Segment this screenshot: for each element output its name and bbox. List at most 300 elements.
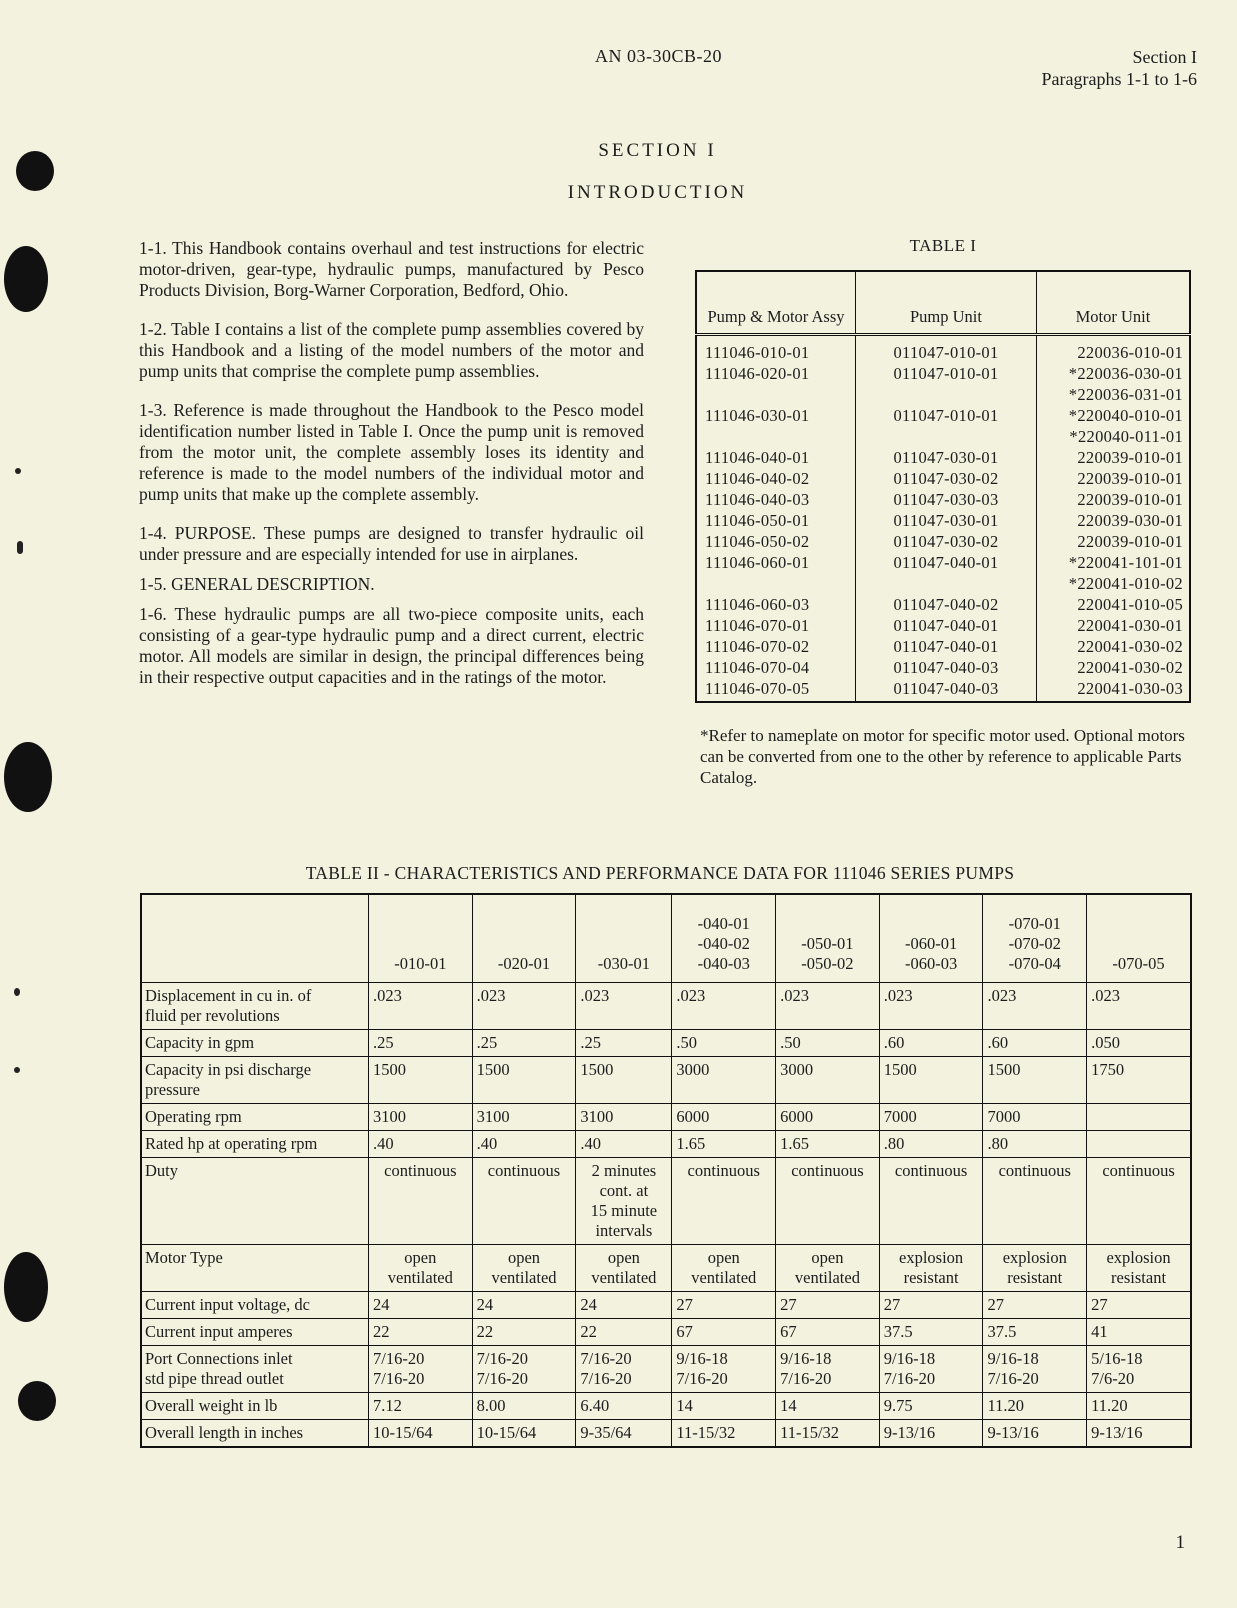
table2-cell bbox=[576, 983, 672, 1030]
table2-cell bbox=[776, 1158, 880, 1245]
chapter-title: INTRODUCTION bbox=[567, 182, 748, 203]
table2-column-header bbox=[369, 894, 473, 983]
table2-cell bbox=[983, 1030, 1087, 1057]
cell-line: 7/16-20 bbox=[476, 1369, 529, 1388]
cell-line: .023 bbox=[987, 986, 1017, 1005]
table1-footnote: *Refer to nameplate on motor for specific motor used. Optional motors can be converted from one to the other by reference to applicable Parts Catalog. bbox=[700, 726, 1185, 787]
table2-cell bbox=[576, 1131, 672, 1158]
table2-cell bbox=[472, 983, 576, 1030]
table2-cell bbox=[472, 1393, 576, 1420]
table1-cell: 111046-070-02 bbox=[696, 636, 856, 657]
cell-line: .50 bbox=[676, 1033, 698, 1052]
cell-line: Operating rpm bbox=[145, 1107, 242, 1126]
table2-row bbox=[141, 1245, 1191, 1292]
cell-line: -060-01 bbox=[904, 934, 958, 953]
table1-cell: 111046-010-01 bbox=[696, 335, 856, 364]
cell-line: 10-15/64 bbox=[476, 1423, 537, 1442]
cell-line: intervals bbox=[595, 1221, 653, 1240]
table1-cell: 111046-050-02 bbox=[696, 531, 856, 552]
table2-row-label bbox=[141, 1292, 369, 1319]
table2-row-label bbox=[141, 1131, 369, 1158]
table2-cell bbox=[369, 1057, 473, 1104]
table1-cell: 220041-030-02 bbox=[1037, 636, 1191, 657]
cell-line: 3000 bbox=[676, 1060, 710, 1079]
cell-line: ventilated bbox=[591, 1268, 657, 1287]
table2-cell bbox=[472, 1158, 576, 1245]
cell-line: -020-01 bbox=[497, 954, 551, 973]
table2-cell bbox=[1087, 1030, 1191, 1057]
table2-cell bbox=[1087, 1292, 1191, 1319]
cell-line: .023 bbox=[780, 986, 809, 1005]
table2-cell bbox=[776, 1057, 880, 1104]
table1-cell: 011047-030-03 bbox=[856, 489, 1037, 510]
table2-cell bbox=[672, 1245, 776, 1292]
table2-cell bbox=[576, 1245, 672, 1292]
table1-cell: 011047-040-03 bbox=[856, 678, 1037, 702]
table1-row bbox=[696, 531, 1190, 552]
cell-line: 7/6-20 bbox=[1091, 1369, 1135, 1388]
table1-cell: 220039-010-01 bbox=[1037, 468, 1191, 489]
table2-cell bbox=[472, 1292, 576, 1319]
table1-cell: 220041-030-03 bbox=[1037, 678, 1191, 702]
cell-line: Current input voltage, dc bbox=[145, 1295, 310, 1314]
table2-cell bbox=[672, 1158, 776, 1245]
cell-line: 22 bbox=[373, 1322, 390, 1341]
table2-row bbox=[141, 1420, 1191, 1448]
binder-hole bbox=[4, 246, 48, 312]
margin-mark bbox=[15, 468, 21, 474]
table1-cell: 220041-030-02 bbox=[1037, 657, 1191, 678]
cell-line: .023 bbox=[676, 986, 706, 1005]
table2-row bbox=[141, 1158, 1191, 1245]
section-reference bbox=[1042, 46, 1197, 90]
cell-line: -010-01 bbox=[394, 954, 447, 973]
table2-row bbox=[141, 1346, 1191, 1393]
table2-cell bbox=[472, 1245, 576, 1292]
paragraph-1-5: 1-5. GENERAL DESCRIPTION. bbox=[139, 574, 375, 594]
table2-cell bbox=[1087, 1104, 1191, 1131]
cell-line: 1500 bbox=[580, 1060, 614, 1079]
table2-cell bbox=[776, 1393, 880, 1420]
table1-cell: 011047-040-01 bbox=[856, 552, 1037, 573]
cell-line: .050 bbox=[1091, 1033, 1120, 1052]
cell-line: 14 bbox=[780, 1396, 797, 1415]
table1-caption: TABLE I bbox=[909, 236, 977, 255]
table1-cell: 011047-030-01 bbox=[856, 447, 1037, 468]
cell-line: 22 bbox=[580, 1322, 597, 1341]
table2-cell bbox=[576, 1104, 672, 1131]
cell-line: ventilated bbox=[794, 1268, 860, 1287]
cell-line: pressure bbox=[145, 1080, 200, 1099]
cell-line: 7/16-20 bbox=[580, 1369, 632, 1388]
table2-cell bbox=[672, 1393, 776, 1420]
cell-line: 11.20 bbox=[987, 1396, 1024, 1415]
table1-row bbox=[696, 636, 1190, 657]
cell-line: .25 bbox=[373, 1033, 394, 1052]
table2-cell bbox=[879, 1104, 983, 1131]
table1-row bbox=[696, 426, 1190, 447]
table2-row bbox=[141, 1057, 1191, 1104]
table1-cell: 011047-010-01 bbox=[856, 363, 1037, 384]
table1-cell: 011047-040-01 bbox=[856, 636, 1037, 657]
cell-line: Current input amperes bbox=[145, 1322, 293, 1341]
cell-line: continuous bbox=[1102, 1161, 1175, 1180]
table2-row-label bbox=[141, 983, 369, 1030]
cell-line: -070-02 bbox=[1008, 934, 1061, 953]
table1-row bbox=[696, 552, 1190, 573]
table1-cell: 111046-030-01 bbox=[696, 405, 856, 426]
cell-line: 11.20 bbox=[1091, 1396, 1128, 1415]
cell-line: continuous bbox=[894, 1161, 968, 1180]
cell-line: ventilated bbox=[691, 1268, 757, 1287]
cell-line: Overall weight in lb bbox=[145, 1396, 278, 1415]
cell-line: 7/16-20 bbox=[987, 1369, 1039, 1388]
table1-header-cell: Pump Unit bbox=[856, 271, 1037, 335]
table1-cell: 011047-010-01 bbox=[856, 335, 1037, 364]
cell-line: Capacity in psi discharge bbox=[145, 1060, 312, 1079]
table1-body bbox=[696, 335, 1190, 703]
cell-line: continuous bbox=[998, 1161, 1071, 1180]
table1-cell: 011047-040-01 bbox=[856, 615, 1037, 636]
table2-column-header bbox=[879, 894, 983, 983]
table1-cell: 220036-010-01 bbox=[1037, 335, 1191, 364]
table2-cell bbox=[672, 1057, 776, 1104]
table2-cell bbox=[672, 1420, 776, 1448]
cell-line: .023 bbox=[476, 986, 506, 1005]
table2-cell bbox=[776, 983, 880, 1030]
paragraph-1-1: 1-1. This Handbook contains overhaul and test instructions for electric motor-driven, gear-type, hydraulic pumps, manufactured by Pesco Products Division, Borg-Warner Corporation, Bedford, Ohio. bbox=[139, 238, 644, 300]
table2-cell bbox=[879, 1245, 983, 1292]
table1-cell: 111046-070-04 bbox=[696, 657, 856, 678]
cell-line: 1.65 bbox=[676, 1134, 706, 1153]
cell-line: 7/16-20 bbox=[780, 1369, 832, 1388]
cell-line: 27 bbox=[1091, 1295, 1108, 1314]
cell-line: -050-02 bbox=[801, 954, 854, 973]
table2-cell bbox=[776, 1104, 880, 1131]
cell-line: 9-13/16 bbox=[883, 1423, 936, 1442]
table1-cell bbox=[856, 384, 1037, 405]
table1-cell: *220040-011-01 bbox=[1037, 426, 1191, 447]
table1-row bbox=[696, 363, 1190, 384]
margin-mark bbox=[17, 541, 23, 554]
table1-cell: 111046-040-03 bbox=[696, 489, 856, 510]
cell-line: .25 bbox=[476, 1033, 498, 1052]
table2-cell bbox=[983, 1131, 1087, 1158]
table2-row-label bbox=[141, 1158, 369, 1245]
table2-cell bbox=[1087, 1245, 1191, 1292]
cell-line: .60 bbox=[987, 1033, 1009, 1052]
cell-line: 1.65 bbox=[780, 1134, 809, 1153]
table2-cell bbox=[472, 1420, 576, 1448]
cell-line: 14 bbox=[676, 1396, 693, 1415]
table2-cell bbox=[369, 1292, 473, 1319]
cell-line: ventilated bbox=[387, 1268, 453, 1287]
cell-line: 9-13/16 bbox=[987, 1423, 1039, 1442]
cell-line: 27 bbox=[676, 1295, 693, 1314]
table1-cell: 220039-010-01 bbox=[1037, 447, 1191, 468]
table1-cell: *220041-010-02 bbox=[1037, 573, 1191, 594]
table2-cell bbox=[983, 1420, 1087, 1448]
table2-cell bbox=[672, 1104, 776, 1131]
paragraph-1-6: 1-6. These hydraulic pumps are all two-piece composite units, each consisting of a gear-type hydraulic pump and a direct current, electric motor. All models are similar in design, the principal differences being in their respective output capacities and in the ratings of the motor. bbox=[139, 604, 644, 687]
table2-cell bbox=[879, 1131, 983, 1158]
table2-cell bbox=[369, 983, 473, 1030]
table1-cell bbox=[856, 426, 1037, 447]
table1-cell bbox=[856, 573, 1037, 594]
table1-row bbox=[696, 447, 1190, 468]
cell-line: 7.12 bbox=[373, 1396, 402, 1415]
table2-cell bbox=[369, 1393, 473, 1420]
cell-line: Motor Type bbox=[145, 1248, 223, 1267]
table2-cell bbox=[576, 1346, 672, 1393]
table1-cell: 111046-060-01 bbox=[696, 552, 856, 573]
table2-cell bbox=[776, 1319, 880, 1346]
table2-row-label bbox=[141, 1346, 369, 1393]
cell-line: 15 minute bbox=[590, 1201, 658, 1220]
table2-cell bbox=[369, 1131, 473, 1158]
table2-cell bbox=[879, 1030, 983, 1057]
table1-cell: 011047-040-03 bbox=[856, 657, 1037, 678]
table2-cell bbox=[983, 1057, 1087, 1104]
table2-cell bbox=[1087, 1319, 1191, 1346]
cell-line: 3100 bbox=[373, 1107, 406, 1126]
margin-mark bbox=[14, 988, 20, 996]
table2-cell bbox=[576, 1057, 672, 1104]
cell-line: open bbox=[607, 1248, 640, 1267]
table1-cell: 220041-030-01 bbox=[1037, 615, 1191, 636]
cell-line: 1500 bbox=[987, 1060, 1021, 1079]
cell-line: -040-01 bbox=[697, 914, 750, 933]
table2-column-header bbox=[672, 894, 776, 983]
table2-row-label bbox=[141, 1393, 369, 1420]
cell-line: 11-15/32 bbox=[780, 1423, 840, 1442]
cell-line: 7/16-20 bbox=[580, 1349, 632, 1368]
cell-line: 7/16-20 bbox=[373, 1369, 425, 1388]
table2-cell bbox=[369, 1245, 473, 1292]
cell-line: Port Connections inlet bbox=[145, 1349, 293, 1368]
cell-line: 1500 bbox=[373, 1060, 406, 1079]
table2-row bbox=[141, 1131, 1191, 1158]
table2-cell bbox=[1087, 1393, 1191, 1420]
table2-cell bbox=[776, 1245, 880, 1292]
table2-body bbox=[141, 983, 1191, 1448]
table2-cell bbox=[1087, 1346, 1191, 1393]
table2-cell bbox=[369, 1030, 473, 1057]
table2-cell bbox=[879, 1319, 983, 1346]
cell-line: Displacement in cu in. of bbox=[145, 986, 312, 1005]
cell-line: 7/16-20 bbox=[476, 1349, 529, 1368]
table2-cell bbox=[1087, 1420, 1191, 1448]
table2-cell bbox=[983, 1104, 1087, 1131]
cell-line: .50 bbox=[780, 1033, 801, 1052]
cell-line: 9/16-18 bbox=[780, 1349, 832, 1368]
table2-row-label bbox=[141, 1245, 369, 1292]
table2-row bbox=[141, 983, 1191, 1030]
cell-line: 24 bbox=[580, 1295, 597, 1314]
table2-row-label bbox=[141, 1030, 369, 1057]
cell-line: continuous bbox=[487, 1161, 561, 1180]
table2-cell bbox=[472, 1131, 576, 1158]
cell-line: -030-01 bbox=[597, 954, 650, 973]
table1-cell: 011047-010-01 bbox=[856, 405, 1037, 426]
table1-header-row bbox=[696, 271, 1190, 335]
table2-cell bbox=[879, 1057, 983, 1104]
table2-row bbox=[141, 1319, 1191, 1346]
cell-line: 9.75 bbox=[883, 1396, 913, 1415]
table2-cell bbox=[672, 1346, 776, 1393]
cell-line: 37.5 bbox=[987, 1322, 1017, 1341]
cell-line: 3000 bbox=[780, 1060, 814, 1079]
table1-cell: 111046-050-01 bbox=[696, 510, 856, 531]
table2-cell bbox=[576, 1158, 672, 1245]
table2-cell bbox=[672, 1030, 776, 1057]
table1-row bbox=[696, 405, 1190, 426]
table1-cell: 220041-010-05 bbox=[1037, 594, 1191, 615]
table2-column-header bbox=[1087, 894, 1191, 983]
cell-line: .25 bbox=[580, 1033, 601, 1052]
table1-row bbox=[696, 510, 1190, 531]
cell-line: -070-01 bbox=[1008, 914, 1061, 933]
table2-column-header bbox=[576, 894, 672, 983]
cell-line: 37.5 bbox=[883, 1322, 913, 1341]
table2-cell bbox=[369, 1420, 473, 1448]
table1-cell: 111046-040-02 bbox=[696, 468, 856, 489]
table1-cell: *220040-010-01 bbox=[1037, 405, 1191, 426]
cell-line: 10-15/64 bbox=[373, 1423, 433, 1442]
cell-line: 41 bbox=[1091, 1322, 1108, 1341]
binder-hole bbox=[4, 1252, 48, 1322]
table2-cell bbox=[1087, 1158, 1191, 1245]
table2-column-header bbox=[776, 894, 880, 983]
table2-cell bbox=[672, 983, 776, 1030]
table2-cell bbox=[472, 1057, 576, 1104]
cell-line: explosion bbox=[899, 1248, 964, 1267]
cell-line: 7/16-20 bbox=[883, 1369, 936, 1388]
cell-line: open bbox=[507, 1248, 541, 1267]
cell-line: 27 bbox=[883, 1295, 901, 1314]
table1-row bbox=[696, 657, 1190, 678]
table2-cell bbox=[983, 1393, 1087, 1420]
table2-cell bbox=[576, 1393, 672, 1420]
cell-line: resistant bbox=[1111, 1268, 1167, 1287]
cell-line: -060-03 bbox=[904, 954, 958, 973]
table2-cell bbox=[879, 1420, 983, 1448]
binder-hole bbox=[18, 1381, 56, 1421]
cell-line: .40 bbox=[476, 1134, 498, 1153]
table2-cell bbox=[776, 1346, 880, 1393]
section-title: SECTION I bbox=[598, 140, 717, 161]
table2-row-label bbox=[141, 1057, 369, 1104]
cell-line: 24 bbox=[476, 1295, 494, 1314]
table2-cell bbox=[983, 983, 1087, 1030]
table2-row bbox=[141, 1030, 1191, 1057]
cell-line: 27 bbox=[987, 1295, 1004, 1314]
cell-line: resistant bbox=[1007, 1268, 1063, 1287]
table2-cell bbox=[879, 1158, 983, 1245]
cell-line: open bbox=[811, 1248, 844, 1267]
cell-line: 24 bbox=[373, 1295, 390, 1314]
table2-cell bbox=[672, 1319, 776, 1346]
table2-row-label bbox=[141, 1319, 369, 1346]
table1-cell: 220039-030-01 bbox=[1037, 510, 1191, 531]
table2-cell bbox=[576, 1319, 672, 1346]
table2-cell bbox=[776, 1420, 880, 1448]
table2-caption: TABLE II - CHARACTERISTICS AND PERFORMANCE DATA FOR 111046 SERIES PUMPS bbox=[305, 863, 1015, 883]
table2-cell bbox=[879, 1292, 983, 1319]
table2-corner-cell bbox=[141, 894, 369, 983]
table2-cell bbox=[672, 1292, 776, 1319]
table2-cell bbox=[983, 1292, 1087, 1319]
cell-line: 9-35/64 bbox=[580, 1423, 632, 1442]
table1 bbox=[695, 270, 1191, 703]
cell-line: 9-13/16 bbox=[1091, 1423, 1143, 1442]
table1-cell: *220036-031-01 bbox=[1037, 384, 1191, 405]
cell-line: -040-03 bbox=[697, 954, 750, 973]
cell-line: 3100 bbox=[580, 1107, 614, 1126]
table1-cell: 220039-010-01 bbox=[1037, 531, 1191, 552]
table1-cell bbox=[696, 384, 856, 405]
cell-line: continuous bbox=[791, 1161, 864, 1180]
cell-line: continuous bbox=[384, 1161, 457, 1180]
cell-line: 5/16-18 bbox=[1091, 1349, 1143, 1368]
cell-line: explosion bbox=[1106, 1248, 1171, 1267]
cell-line: 9/16-18 bbox=[987, 1349, 1039, 1368]
table1-row bbox=[696, 489, 1190, 510]
table1-cell: 011047-030-02 bbox=[856, 531, 1037, 552]
cell-line: .40 bbox=[373, 1134, 394, 1153]
table2-row bbox=[141, 1393, 1191, 1420]
table2-cell bbox=[1087, 1131, 1191, 1158]
table2-cell bbox=[472, 1104, 576, 1131]
cell-line: 8.00 bbox=[476, 1396, 506, 1415]
cell-line: 2 minutes bbox=[591, 1161, 657, 1180]
table1-header-cell: Pump & Motor Assy bbox=[696, 271, 856, 335]
table1-cell: 011047-040-02 bbox=[856, 594, 1037, 615]
paragraph-1-4: 1-4. PURPOSE. These pumps are designed to transfer hydraulic oil under pressure and are especially intended for use in airplanes. bbox=[139, 523, 644, 564]
table2-cell bbox=[983, 1245, 1087, 1292]
table2-cell bbox=[472, 1346, 576, 1393]
cell-line: open bbox=[707, 1248, 740, 1267]
section-label: Section I bbox=[1132, 47, 1197, 67]
table2-cell bbox=[369, 1158, 473, 1245]
cell-line: 27 bbox=[780, 1295, 797, 1314]
table2-cell bbox=[776, 1131, 880, 1158]
paragraphs-range: Paragraphs 1-1 to 1-6 bbox=[1041, 69, 1197, 89]
cell-line: 9/16-18 bbox=[883, 1349, 936, 1368]
table2-cell bbox=[369, 1319, 473, 1346]
table2-cell bbox=[879, 983, 983, 1030]
table1-row bbox=[696, 573, 1190, 594]
cell-line: -050-01 bbox=[801, 934, 854, 953]
table1-row bbox=[696, 615, 1190, 636]
cell-line: 1500 bbox=[476, 1060, 510, 1079]
cell-line: Duty bbox=[145, 1161, 178, 1180]
table1-cell: 111046-020-01 bbox=[696, 363, 856, 384]
cell-line: 7000 bbox=[987, 1107, 1021, 1126]
table2 bbox=[140, 893, 1192, 1448]
table1-row bbox=[696, 468, 1190, 489]
table2-column-header bbox=[983, 894, 1087, 983]
table2-cell bbox=[472, 1030, 576, 1057]
table2-cell bbox=[1087, 983, 1191, 1030]
cell-line: open bbox=[404, 1248, 437, 1267]
cell-line: 11-15/32 bbox=[676, 1423, 736, 1442]
table1-cell: *220041-101-01 bbox=[1037, 552, 1191, 573]
cell-line: fluid per revolutions bbox=[145, 1006, 280, 1025]
paragraph-1-2: 1-2. Table I contains a list of the complete pump assemblies covered by this Handbook and a listing of the model numbers of the motor and pump units that comprise the complete pump assemblies. bbox=[139, 319, 644, 381]
cell-line: 7000 bbox=[883, 1107, 917, 1126]
table2-cell bbox=[983, 1158, 1087, 1245]
